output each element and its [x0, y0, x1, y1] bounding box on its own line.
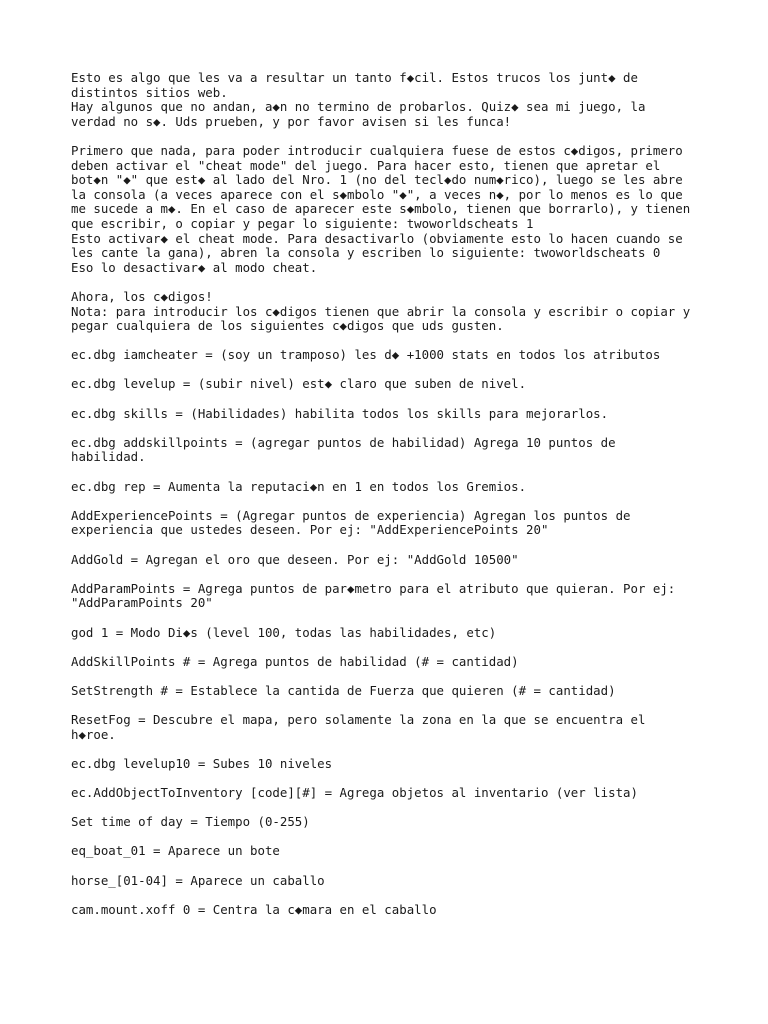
code-entry-settimeofday: Set time of day = Tiempo (0-255) — [71, 814, 310, 830]
code-entry-addskillpoints-amount: AddSkillPoints # = Agrega puntos de habilidad (# = cantidad) — [71, 653, 519, 669]
document-body — [71, 71, 711, 932]
code-entry-rep: ec.dbg rep = Aumenta la reputaci◆n en 1 en todos los Gremios. — [71, 478, 527, 494]
cheat-mode-instructions: Primero que nada, para poder introducir cualquiera fuese de estos c◆digos, primero deben activar el "cheat mode" del juego. Para hacer esto, tienen que apretar el bot◆n "◆" que est◆ al lado del Nro. 1 (no del tecl◆do num◆rico), luego se les abre la consola (a veces aparece con el s◆mbolo "◆", a veces n◆, por lo menos es lo que me sucede a m◆. En el caso de aparecer este s◆mbolo, tienen que borrarlo), y tienen que escribir, o copiar y pegar lo siguiente: twoworldscheats 1 Esto activar◆ el cheat mode. Para desactivarlo (obviamente esto lo hacen cuando se les cante la gana), abren la consola y escriben lo siguiente: twoworldscheats 0 Eso lo desactivar◆ al modo cheat. — [71, 142, 691, 275]
codes-intro: Ahora, los c◆digos! Nota: para introducir los c◆digos tienen que abrir la consola y escribir o copiar y pegar cualquiera de los siguientes c◆digos que uds gusten. — [71, 288, 691, 334]
code-entry-setstrength: SetStrength # = Establece la cantida de Fuerza que quieren (# = cantidad) — [71, 682, 616, 698]
code-entry-skills: ec.dbg skills = (Habilidades) habilita todos los skills para mejorarlos. — [71, 405, 609, 421]
code-entry-god: god 1 = Modo Di◆s (level 100, todas las habilidades, etc) — [71, 624, 497, 640]
code-entry-iamcheater: ec.dbg iamcheater = (soy un tramposo) les d◆ +1000 stats en todos los atributos — [71, 347, 661, 363]
code-entry-eq-boat: eq_boat_01 = Aparece un bote — [71, 843, 280, 859]
code-entry-levelup: ec.dbg levelup = (subir nivel) est◆ claro que suben de nivel. — [71, 376, 527, 392]
code-entry-addskillpoints: ec.dbg addskillpoints = (agregar puntos de habilidad) Agrega 10 puntos de habilidad. — [71, 434, 616, 465]
code-entry-horse: horse_[01-04] = Aparece un caballo — [71, 872, 325, 888]
code-entry-addgold: AddGold = Agregan el oro que deseen. Por ej: "AddGold 10500" — [71, 551, 519, 567]
code-entry-resetfog: ResetFog = Descubre el mapa, pero solamente la zona en la que se encuentra el h◆roe. — [71, 712, 646, 742]
code-entry-addobjecttoinventory: ec.AddObjectToInventory [code][#] = Agrega objetos al inventario (ver lista) — [71, 785, 638, 801]
intro-paragraph: Esto es algo que les va a resultar un tanto f◆cil. Estos trucos los junt◆ de distintos sitios web. Hay algunos que no andan, a◆n no termino de probarlos. Quiz◆ sea mi juego, la verdad no s◆. Uds prueben, y por favor avisen si les funca! — [71, 70, 646, 129]
code-entry-levelup10: ec.dbg levelup10 = Subes 10 niveles — [71, 755, 333, 771]
code-entry-cam-mount: cam.mount.xoff 0 = Centra la c◆mara en el caballo — [71, 901, 437, 917]
code-entry-addparampoints: AddParamPoints = Agrega puntos de par◆metro para el atributo que quieran. Por ej: "AddParamPoints 20" — [71, 580, 676, 611]
code-entry-addexperiencepoints: AddExperiencePoints = (Agregar puntos de experiencia) Agregan los puntos de experiencia que ustedes deseen. Por ej: "AddExperiencePoints 20" — [71, 507, 631, 538]
